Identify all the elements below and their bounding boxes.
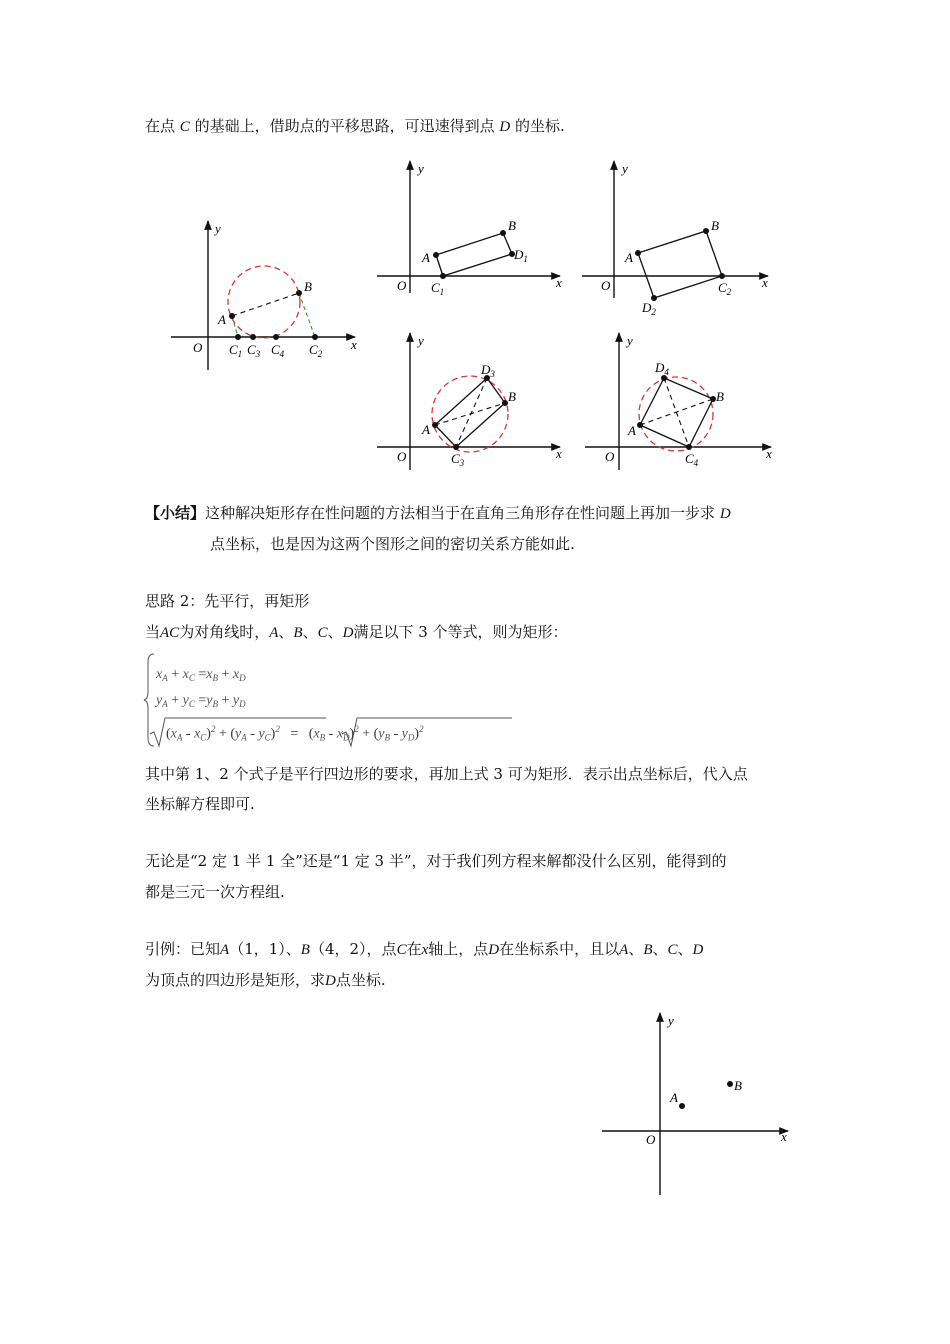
svg-text:C3	[451, 451, 465, 468]
point-d-label: D	[488, 942, 500, 958]
point-a	[433, 252, 439, 258]
origin-label: O	[397, 449, 407, 464]
point-a	[635, 250, 641, 256]
separator: 、	[628, 940, 644, 958]
svg-text:D3	[480, 362, 495, 379]
equation-2	[156, 693, 246, 709]
svg-text:D1	[513, 247, 528, 264]
eq-exp: 2	[419, 724, 424, 734]
label-b: B	[734, 1078, 742, 1093]
origin-label: O	[397, 278, 407, 293]
remark-line-2: 都是三元一次方程组.	[145, 883, 285, 901]
label-a: A	[625, 250, 633, 265]
intro-line	[145, 116, 565, 137]
example-text: 在坐标系中，且以	[499, 940, 620, 958]
eq-sub: A	[162, 699, 168, 709]
eq-var: y	[258, 726, 265, 742]
label-c3: C	[247, 342, 256, 357]
separator: 、	[677, 940, 693, 958]
x-axis-label: x	[762, 275, 768, 290]
x-axis-label: x	[556, 275, 562, 290]
label-c3-sub: 3	[459, 458, 465, 468]
origin-label: O	[601, 278, 611, 293]
eq-sub: C	[188, 699, 195, 709]
eq-sub: D	[407, 732, 415, 743]
example-line-2	[145, 970, 386, 991]
eq-sub: C	[200, 732, 207, 743]
eq-sub: B	[319, 732, 326, 743]
y-axis-label: y	[622, 161, 628, 176]
eq-op: +	[218, 726, 227, 742]
point-a-label: A	[619, 942, 629, 958]
eq-sub: B	[384, 732, 390, 743]
point-a	[637, 422, 643, 428]
svg-text:C3	[247, 342, 261, 359]
svg-text:C1	[431, 280, 444, 297]
x-axis-label: x	[351, 337, 357, 352]
cond-text: 为对角线时，	[179, 623, 270, 641]
eq-var: x	[170, 726, 177, 742]
equation-1	[156, 667, 246, 683]
point-a	[229, 313, 235, 319]
point-b	[296, 290, 302, 296]
explain-line-1: 其中第 1、2 个式子是平行四边形的要求，再加上式 3 可为矩形．表示出点坐标后，代入点	[145, 765, 748, 783]
eq-var: x	[313, 726, 320, 742]
method2-condition	[145, 622, 568, 643]
eq-var: y	[401, 726, 408, 742]
eq-op: +	[171, 667, 180, 682]
eq-op: =	[290, 726, 299, 742]
figure-circle-method	[165, 215, 365, 375]
summary-label: 【小结】	[145, 504, 206, 522]
label-a: A	[422, 422, 430, 437]
eq-op: -	[393, 726, 399, 742]
label-a: A	[218, 312, 226, 327]
intro-text: 的基础上，借助点的平移思路，可迅速得到点	[194, 117, 495, 135]
label-c2-sub: 2	[726, 287, 732, 297]
eq-var: y	[182, 693, 189, 708]
eq-op: -	[185, 726, 191, 742]
point-d-label: D	[719, 506, 731, 522]
eq-op: =	[198, 693, 207, 708]
label-d2: D	[642, 300, 652, 315]
rectangle	[638, 231, 722, 298]
point-c1	[440, 273, 446, 279]
point-b	[703, 228, 709, 234]
rectangle	[436, 233, 512, 276]
y-axis-label: y	[668, 1013, 674, 1028]
figure-rect-c2	[580, 158, 775, 323]
label-d3: D	[481, 362, 491, 377]
cond-text: 当	[145, 623, 161, 641]
label-c1-sub: 1	[439, 287, 445, 297]
y-axis-label: y	[627, 333, 633, 348]
cond-text: 满足以下 3 个等式，则为矩形：	[353, 623, 568, 641]
eq-var: x	[182, 667, 189, 682]
eq-sub: A	[241, 732, 247, 743]
separator: 、	[278, 623, 294, 641]
label-c4: C	[271, 342, 280, 357]
eq-var: x	[206, 667, 213, 682]
y-axis-label: y	[418, 161, 424, 176]
label-b: B	[508, 218, 516, 233]
perpendicular-b	[299, 293, 315, 337]
diagonal-ab	[435, 403, 505, 425]
eq-sub: C	[188, 673, 195, 683]
eq-op: =	[198, 667, 207, 682]
eq-var: x	[194, 726, 201, 742]
point-b	[727, 1081, 733, 1087]
label-c3-sub: 3	[255, 349, 261, 359]
point-c-label: C	[179, 119, 190, 135]
eq-var: y	[156, 693, 163, 708]
eq-var: y	[206, 693, 213, 708]
separator: 、	[302, 623, 318, 641]
label-d2-sub: 2	[651, 307, 656, 317]
dashed-circle	[639, 377, 713, 451]
point-b-label: B	[300, 942, 310, 958]
example-text: 轴上，点	[428, 940, 489, 958]
intro-text: 在点	[145, 117, 176, 135]
rectangle	[435, 378, 505, 447]
example-text: 引例：已知	[145, 940, 221, 958]
eq-op: -	[328, 726, 334, 742]
perpendicular-a	[232, 316, 238, 337]
eq-sub: B	[212, 699, 218, 709]
eq-var: y	[232, 693, 240, 708]
origin-label: O	[605, 449, 615, 464]
label-c1: C	[431, 280, 440, 295]
eq-op: +	[171, 693, 180, 708]
label-b: B	[304, 279, 312, 294]
label-c4: C	[685, 451, 694, 466]
svg-text:D2	[641, 300, 656, 317]
eq-exp: 2	[354, 724, 359, 734]
x-axis-ref: x	[421, 942, 429, 958]
label-d4: D	[655, 360, 665, 375]
x-axis-label: x	[766, 446, 772, 461]
example-line-1	[145, 939, 703, 960]
x-axis-label: x	[781, 1129, 787, 1144]
remark-line-1: 无论是“2 定 1 半 1 全”还是“1 定 3 半”，对于我们列方程来解都没什么区别，能得到的	[145, 852, 727, 870]
point-d-label: D	[342, 625, 354, 641]
point-a	[432, 422, 438, 428]
label-c4-sub: 4	[693, 458, 699, 468]
eq-op: +	[221, 693, 230, 708]
label-b: B	[711, 218, 719, 233]
figure-square-c4	[583, 330, 778, 475]
eq-op: +	[221, 667, 230, 682]
svg-text:C2	[309, 342, 323, 359]
explain-line-2: 坐标解方程即可.	[145, 795, 255, 813]
eq-exp: 2	[275, 724, 280, 734]
point-c-label: C	[317, 625, 328, 641]
figure-square-c3	[375, 330, 565, 475]
point-d2	[651, 295, 657, 301]
method2-title: 思路 2：先平行，再矩形	[145, 592, 310, 610]
eq-var: x	[156, 667, 163, 682]
y-axis-label: y	[418, 333, 424, 348]
label-b: B	[716, 389, 724, 404]
point-c1	[235, 334, 241, 340]
diagonal-cd	[664, 378, 689, 447]
label-a: A	[422, 250, 430, 265]
segment-ab	[232, 293, 299, 316]
point-b-coord: （4，2），点	[309, 940, 397, 958]
label-c4-sub: 4	[279, 349, 285, 359]
summary-text: 这种解决矩形存在性问题的方法相当于在直角三角形存在性问题上再加一步求	[205, 504, 716, 522]
summary-text: 点坐标，也是因为这两个图形之间的密切关系方能如此.	[210, 535, 575, 553]
eq-sub: D	[239, 673, 246, 683]
origin-label: O	[193, 340, 203, 355]
point-b-label: B	[643, 942, 653, 958]
intro-text: 的坐标.	[515, 117, 565, 135]
eq-sub: C	[264, 732, 271, 743]
x-axis-label: x	[556, 446, 562, 461]
label-c2: C	[309, 342, 318, 357]
eq-var: x	[336, 726, 344, 742]
point-a-coord: （1，1）	[229, 940, 286, 958]
example-text: 为顶点的四边形是矩形，求	[145, 971, 326, 989]
label-b: B	[508, 389, 516, 404]
eq-exp: 2	[210, 724, 216, 734]
eq-sub: B	[212, 673, 218, 683]
point-a-label: A	[220, 942, 230, 958]
label-c1-sub: 1	[237, 349, 243, 359]
eq-sub: D	[343, 732, 350, 743]
point-c-label: C	[667, 942, 678, 958]
svg-text:C1	[229, 342, 242, 359]
label-a: A	[670, 1090, 678, 1105]
label-a: A	[628, 423, 636, 438]
figure-example	[600, 1010, 795, 1200]
label-d4-sub: 4	[664, 367, 669, 377]
point-d-label: D	[499, 119, 511, 135]
eq-var: x	[232, 667, 240, 682]
label-c2-sub: 2	[317, 349, 323, 359]
label-d3-sub: 3	[490, 369, 495, 379]
diagonal-ac-label: AC	[160, 625, 180, 641]
svg-text:C4	[685, 451, 699, 468]
summary-line-2	[210, 534, 575, 554]
eq-sub: A	[176, 732, 183, 743]
separator: 、	[285, 940, 301, 958]
point-a	[679, 1103, 685, 1109]
dashed-circle	[228, 266, 300, 338]
point-c4	[273, 334, 279, 340]
point-c3	[250, 334, 256, 340]
eq-op: -	[250, 726, 255, 742]
label-c3: C	[451, 451, 460, 466]
origin-label: O	[646, 1132, 656, 1147]
y-axis-label: y	[215, 221, 221, 236]
svg-text:C2	[718, 280, 732, 297]
separator: 、	[327, 623, 343, 641]
diagonal-cd	[456, 378, 487, 447]
point-c2	[312, 334, 318, 340]
point-c2	[719, 273, 725, 279]
label-d1-sub: 1	[523, 254, 528, 264]
point-a-label: A	[269, 625, 279, 641]
point-b	[500, 230, 506, 236]
example-text: 在	[406, 940, 422, 958]
example-text: 点坐标.	[335, 971, 386, 989]
label-d1: D	[514, 247, 524, 262]
svg-text:D4	[654, 360, 669, 377]
separator: 、	[652, 940, 668, 958]
label-c1: C	[229, 342, 238, 357]
eq-op: +	[362, 726, 371, 742]
eq-sub: A	[162, 673, 168, 683]
eq-sub: D	[239, 699, 246, 709]
eq-var: y	[235, 726, 242, 742]
point-d-label: D	[325, 973, 336, 989]
point-c4	[686, 444, 692, 450]
equation-3: $(x_A - x_C)^2 + (y_A - y_C)^2$ = $(x_B - x_D)^2 + (y_B - y_D)^2$	[166, 724, 424, 743]
summary-line-1	[145, 503, 731, 524]
figure-rect-c1	[375, 158, 565, 298]
point-c3	[453, 444, 459, 450]
eq-var: y	[378, 726, 385, 742]
point-c-label: C	[396, 942, 407, 958]
label-c2: C	[718, 280, 727, 295]
point-d-label: D	[692, 942, 704, 958]
svg-text:C4	[271, 342, 285, 359]
point-b-label: B	[293, 625, 303, 641]
